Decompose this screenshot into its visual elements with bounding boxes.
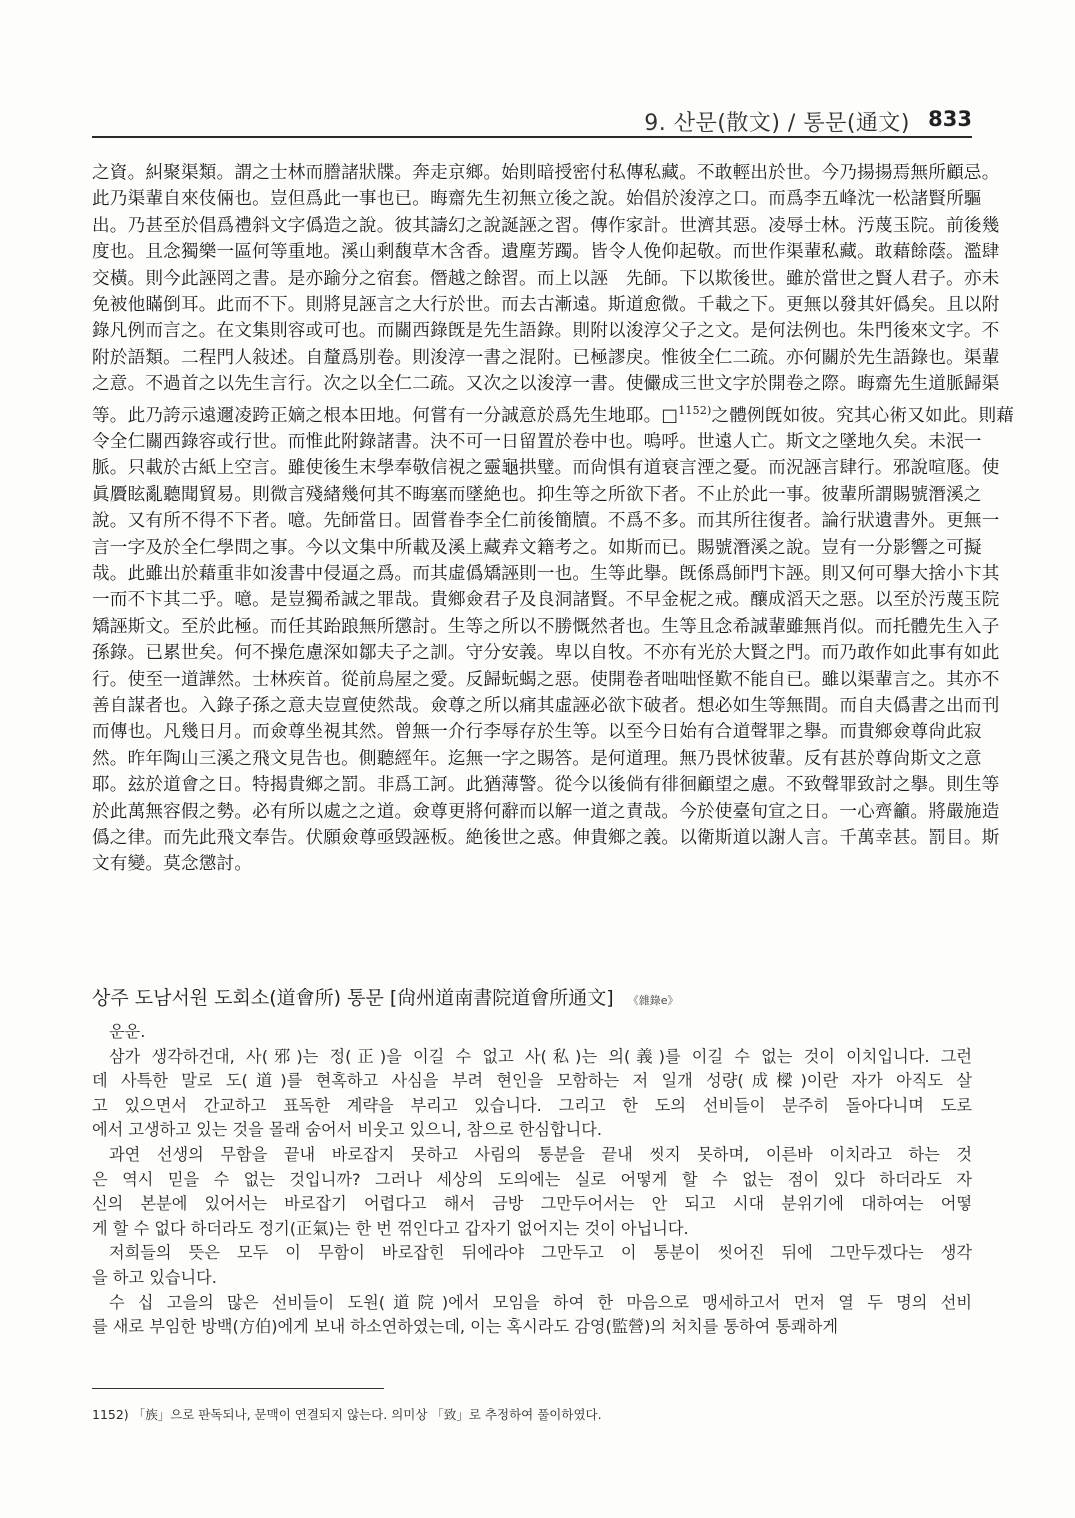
hanmun-line: 免被他瞞倒耳。此而不下。則將見誣言之大行於世。而去古漸遠。斯道愈微。千載之下。更無以發其奸僞矣。且以附 xyxy=(92,295,1000,316)
korean-line: 에서 고생하고 있는 것을 몰래 숨어서 비웃고 있으니, 참으로 한심합니다. xyxy=(92,1120,603,1140)
hanmun-line: 眞贗眩亂聽聞貿易。則微言殘緖幾何其不晦塞而墜絶也。抑生等之所欲下者。不止於此一事。彼輩所謂賜號潛溪之 xyxy=(92,484,982,505)
footnote-divider xyxy=(92,1388,384,1389)
hanmun-line: 交橫。則今此誣罔之書。是亦踰分之宿套。僭越之餘習。而上以誣 先師。下以欺後世。雖於當世之賢人君子。亦未 xyxy=(92,268,1000,289)
hanmun-line: 然。昨年陶山三溪之飛文見告也。側聽經年。迄無一字之賜答。是何道理。無乃畏怵彼輩。反有甚於尊尙斯文之意 xyxy=(92,748,982,769)
section-title: 9. 산문(散文) / 통문(通文) xyxy=(644,111,910,136)
korean-line: 데 사특한 말로 도(道)를 현혹하고 사심을 부려 현인을 모함하는 저 일개 성량(成樑)이란 자가 아직도 살 xyxy=(92,1071,972,1091)
hanmun-line: 而傳也。凡幾日月。而僉尊坐視其然。曾無一介行李辱存於生等。以至今日始有合道聲罪之擧。而貴鄉僉尊尙此寂 xyxy=(92,722,982,743)
korean-paragraph xyxy=(92,1291,972,1340)
heading-hanja: [尙州道南書院道會所通文] xyxy=(389,987,614,1009)
hanmun-line: 此乃渠輩自來伎倆也。豈但爲此一事也已。晦齋先生初無立後之說。始倡於浚淳之口。而爲李五峰沈一松諸賢所驅 xyxy=(92,189,982,210)
hanmun-line: 言一字及於全仁學問之事。今以文集中所載及溪上藏弆文籍考之。如斯而已。賜號潛溪之說。豈有一分影響之可擬 xyxy=(92,537,982,558)
heading-korean: 상주 도남서원 도회소(道會所) 통문 xyxy=(92,987,384,1009)
hanmun-line: 一而不卞其二乎。噫。是豈獨希誠之罪哉。貴鄉僉君子及良洞諸賢。不早金柅之戒。釀成滔天之惡。以至於汚蔑玉院 xyxy=(92,590,1000,611)
hanmun-line: 度也。且念獨樂一區何等重地。溪山剩馥草木含香。遺塵芳躅。皆令人俛仰起敬。而世作渠輩私藏。敢藉餘蔭。濫肆 xyxy=(92,242,1000,263)
korean-line: 과연 선생의 무함을 끝내 바로잡지 못하고 사림의 통분을 끝내 씻지 못하며, 이른바 이치라고 하는 것 xyxy=(109,1144,972,1164)
hanmun-line: 之意。不過首之以先生言行。次之以全仁二疏。又次之以浚淳一書。使儼成三世文字於開卷之際。晦齋先生道脈歸渠 xyxy=(92,374,1000,395)
classical-chinese-text xyxy=(92,160,1015,878)
footnote-reference[interactable]: 1152) xyxy=(678,403,712,417)
hanmun-line: 僞之律。而先此飛文奉告。伏願僉尊亟毁誣板。絶後世之惑。伸貴鄉之義。以衛斯道以謝人言。千萬幸甚。罰目。斯 xyxy=(92,828,1000,849)
hanmun-line: 於此萬無容假之勢。必有所以處之之道。僉尊更將何辭而以解一道之責哉。今於使臺旬宣之日。一心齊籲。將嚴施造 xyxy=(92,801,1000,822)
korean-paragraph xyxy=(92,1045,972,1143)
korean-line: 를 새로 부임한 방백(方伯)에게 보내 하소연하였는데, 이는 혹시라도 감영(監營)의 처치를 통하여 통쾌하게 xyxy=(92,1317,838,1337)
korean-line: 을 하고 있습니다. xyxy=(92,1267,217,1287)
document-heading xyxy=(92,983,972,1010)
korean-line: 은 역시 믿을 수 없는 것입니까? 그러나 세상의 도의에는 실로 어떻게 할 수 없는 점이 있다 하더라도 자 xyxy=(92,1169,972,1189)
hanmun-line: 行。使至一道譁然。士林疾首。從前烏屋之愛。反歸蚖蝎之惡。使開卷者咄咄怪歎不能自已。雖以渠輩言之。其亦不 xyxy=(92,669,1000,690)
hanmun-line: 附於語類。二程門人敍述。自釐爲別卷。則浚淳一書之混附。已極謬戾。惟彼全仁二疏。亦何關於先生語錄也。渠輩 xyxy=(92,347,1000,368)
korean-line: 게 할 수 없다 하더라도 정기(正氣)는 한 번 꺾인다고 갑자기 없어지는 것이 아닙니다. xyxy=(92,1218,689,1238)
hanmun-line: 耶。玆於道會之日。特揭貴鄉之罰。非爲工訶。此猶薄警。從今以後倘有徘徊顧望之慮。不致聲罪致討之擧。則生等 xyxy=(92,775,1000,796)
korean-line: 수 십 고을의 많은 선비들이 도원(道院)에서 모임을 하여 한 마음으로 맹세하고서 먼저 열 두 명의 선비 xyxy=(109,1292,972,1312)
korean-line: 저희들의 뜻은 모두 이 무함이 바로잡힌 뒤에라야 그만두고 이 통분이 씻어진 뒤에 그만두겠다는 생각 xyxy=(109,1243,972,1263)
hanmun-line: 說。又有所不得不下者。噫。先師當日。固嘗眷李全仁前後簡牘。不爲不多。而其所往復者。論行狀遺書外。更無一 xyxy=(92,511,1000,532)
korean-translation xyxy=(92,1020,972,1340)
korean-paragraph xyxy=(92,1020,972,1045)
hanmun-line: 善自謀者也。入錄子孫之意夫豈亶使然哉。僉尊之所以痛其虛誣必欲卞破者。想必如生等無間。而自夫僞書之出而刊 xyxy=(92,695,1000,716)
heading-source: 《雜錄e》 xyxy=(627,994,679,1007)
korean-paragraph xyxy=(92,1143,972,1241)
korean-line: 운운. xyxy=(109,1022,146,1041)
hanmun-line: 之資。糾聚渠類。謂之士林而謄諸狀牒。奔走京鄉。始則暗授密付私傳私藏。不敢輕出於世。今乃揚揚焉無所顧忌。 xyxy=(92,163,1000,183)
hanmun-line: 等。此乃誇示遠邇凌跨正嫡之根本田地。何嘗有一分誠意於爲先生地耶。□$^{1152)}$之體例旣如彼。究其心術又如此。則藉 xyxy=(92,403,1015,426)
hanmun-line: 令全仁關西錄容或行世。而惟此附錄諸書。決不可一日留置於卷中也。嗚呼。世遠人亡。斯文之墜地久矣。未泯一 xyxy=(92,431,982,452)
page-number: 833 xyxy=(928,107,972,131)
hanmun-line: 文有變。莫念懲討。 xyxy=(92,854,253,875)
footnote-number: 1152) xyxy=(92,1407,129,1422)
running-header xyxy=(92,102,972,138)
hanmun-line: 哉。此雖出於藉重非如浚書中侵逼之爲。而其虛僞矯誣則一也。生等此擧。旣係爲師門卞誣。則又何可擧大捨小卞其 xyxy=(92,563,1000,584)
hanmun-line: 脈。只載於古紙上空言。雖使後生末學奉敬信視之靈龜拱璧。而尙惧有道衰言湮之憂。而況誣言肆行。邪說喧豗。使 xyxy=(92,458,1000,479)
hanmun-line: 孫錄。已累世矣。何不操危慮深如鄒夫子之訓。守分安義。卑以自牧。不亦有光於大賢之門。而乃敢作如此事有如此 xyxy=(92,643,1000,664)
korean-paragraph xyxy=(92,1241,972,1290)
footnote xyxy=(92,1405,972,1423)
footnote-text: 「族」으로 판독되나, 문맥이 연결되지 않는다. 의미상 「致」로 추정하여 풀이하였다. xyxy=(132,1407,602,1422)
korean-line: 신의 본분에 있어서는 바로잡기 어렵다고 해서 금방 그만두어서는 안 되고 시대 분위기에 대하여는 어떻 xyxy=(92,1194,972,1214)
korean-line: 삼가 생각하건대, 사(邪)는 정(正)을 이길 수 없고 사(私)는 의(義)를 이길 수 없는 것이 이치입니다. 그런 xyxy=(109,1046,972,1066)
hanmun-line: 出。乃甚至於倡爲禮斜文字僞造之說。彼其譸幻之說誕誣之習。傳作家計。世濟其惡。凌辱士林。汚蔑玉院。前後幾 xyxy=(92,215,1000,236)
korean-line: 고 있으면서 간교하고 표독한 계략을 부리고 있습니다. 그리고 한 도의 선비들이 분주히 돌아다니며 도로 xyxy=(92,1095,972,1115)
hanmun-line: 錄凡例而言之。在文集則容或可也。而關西錄旣是先生語錄。則附以浚淳父子之文。是何法例也。朱門後來文字。不 xyxy=(92,321,1000,342)
hanmun-line: 矯誣斯文。至於此極。而任其跆踉無所懲討。生等之所以不勝慨然者也。生等且念希誠輩雖無肖似。而托體先生入子 xyxy=(92,616,1000,637)
